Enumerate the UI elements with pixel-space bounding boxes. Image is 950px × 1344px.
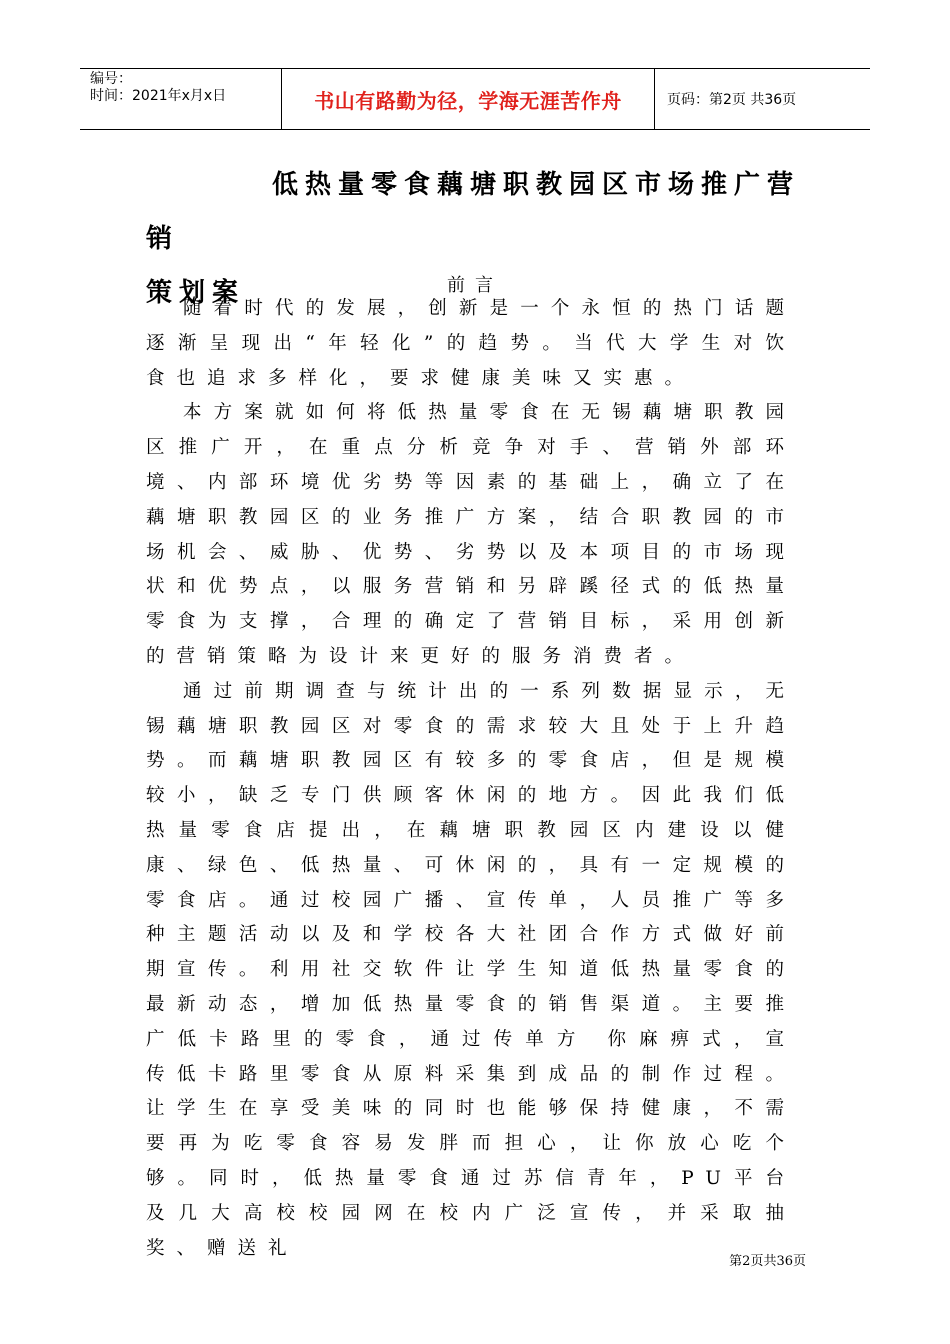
body-text [146,292,796,1266]
title-line-2: 策划案 [146,278,246,308]
page-header [80,68,870,130]
header-meta [80,69,282,129]
page-footer: 第2页共36页 [729,1254,806,1269]
motto: 书山有路勤为径，学海无涯苦作舟 [314,88,622,113]
header-motto-cell [282,69,655,129]
preface-heading: 前言 [447,275,503,296]
paragraph-3: 通过前期调查与统计出的一系列数据显示，无锡藕塘职教园区对零食的需求较大且处于上升趋势。而藕塘职教园区有较多的零食店，但是规模较小，缺乏专门供顾客休闲的地方。因此我们低热量零食店提出，在藕塘职教园区内建设以健康、绿色、低热量、可休闲的，具有一定规模的零食店。通过校园广播、宣传单，人员推广等多种主题活动以及和学校各大社团合作方式做好前期宣传。利用社交软件让学生知道低热量零食的最新动态，增加低热量零食的销售渠道。主要推广低卡路里的零食，通过传单方 你麻痹式，宣传低卡路里零食从原料采集到成品的制作过程。让学生在享受美味的同时也能够保持健康，不需要再为吃零食容易发胖而担心，让你放心吃个够。同时，低热量零食通过苏信青年，PU平台及几大高校校园网在校内广泛宣传，并采取抽奖、赠送礼 [146,680,796,1259]
header-page-cell [655,69,870,129]
time-label: 时间：2021年x月x日 [90,88,227,104]
paragraph-1: 随着时代的发展，创新是一个永恒的热门话题逐渐呈现出“年轻化”的趋势。当代大学生对饮食也追求多样化，要求健康美味又实惠。 [146,298,796,389]
serial-label: 编号： [90,71,132,87]
title-line-1: 低热量零食藕塘职教园区市场推广营销 [146,170,801,254]
paragraph-2: 本方案就如何将低热量零食在无锡藕塘职教园区推广开，在重点分析竞争对手、营销外部环境、内部环境优劣势等因素的基础上，确立了在藕塘职教园区的业务推广方案，结合职教园的市场机会、威胁、优势、劣势以及本项目的市场现状和优势点，以服务营销和另辟蹊径式的低热量零食为支撑，合理的确定了营销目标，采用创新的营销策略为设计来更好的服务消费者。 [146,402,796,667]
page-label: 页码：第2页 共36页 [667,92,797,108]
